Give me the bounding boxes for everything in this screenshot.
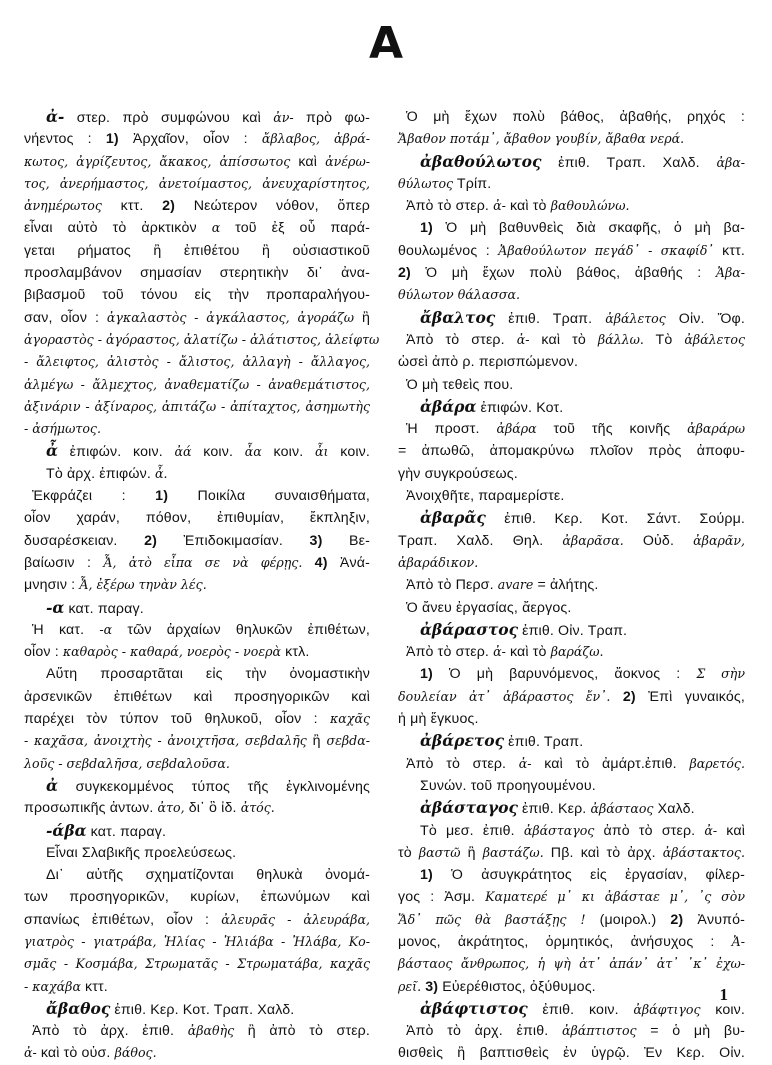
text-line	[24, 262, 370, 284]
text-line	[24, 886, 370, 908]
text-line	[398, 864, 745, 886]
text-line	[398, 886, 745, 908]
italic-run: α	[211, 220, 221, 236]
text-run: Πβ. καὶ τὸ ἀρχ.	[543, 844, 663, 861]
italic-run: κωτος, ἀγρίζευτος, ἄκακος, ἀπίσσωτος	[24, 153, 291, 169]
text-run: σπανίως ἐπιθέτων, οἷον :	[24, 911, 222, 928]
sense-number: 2)	[670, 911, 684, 928]
text-run: προσωπικῆς ἀντων.	[24, 800, 158, 817]
text-line	[398, 106, 745, 128]
headword: -άβα	[46, 820, 87, 840]
text-run: = ὁ μὴ βυ-	[636, 1023, 745, 1040]
text-line	[398, 909, 745, 931]
italic-run: ἀβάφτιγος	[633, 1001, 701, 1017]
text-run: Τὸ	[643, 331, 685, 348]
italic-run: ἀγοραστὸς - ἀγόραστος, ἀλατίζω - ἀλάτιστος, ἀλείφτω	[24, 331, 380, 347]
text-line	[398, 418, 745, 440]
text-line	[24, 864, 370, 886]
headword: ἄβαλτος	[420, 307, 496, 327]
text-line	[24, 440, 370, 462]
text-run: ἐπιφών. κοιν.	[57, 444, 175, 461]
italic-run: ἀ-	[518, 755, 532, 771]
text-run: Ποικίλα συναισθήματα,	[168, 488, 370, 505]
text-run: κτλ.	[281, 644, 310, 661]
italic-run: ρεῖ.	[398, 978, 422, 994]
text-line	[398, 151, 745, 173]
text-line	[398, 1042, 745, 1064]
italic-run: ἄβλαβος, ἀβρά-	[261, 131, 370, 147]
text-line	[398, 530, 745, 552]
text-line	[24, 284, 370, 306]
left-column	[24, 106, 380, 1065]
text-run: = ἀπωθῶ, ἀπομακρύνω πλοῖον πρὸς ἀποφυ-	[398, 443, 745, 460]
text-line	[398, 351, 745, 373]
text-line	[398, 307, 745, 329]
text-run: καὶ	[717, 822, 745, 839]
italic-run: ἆα	[244, 444, 262, 460]
text-run: στερ. πρὸ συμφώνου καὶ	[64, 110, 274, 126]
text-run: κοιν.	[328, 444, 370, 461]
sense-number: 1)	[420, 867, 433, 884]
text-run: καὶ τὸ	[505, 644, 551, 661]
text-run: δι᾽ ὃ ἰδ.	[184, 800, 241, 817]
italic-run: ἀβαρᾶν,	[693, 532, 746, 548]
italic-run: - ἄλειφτος, ἀλιστὸς - ἄλιστος, ἀλλαγὴ - ἄλλαγος,	[24, 354, 370, 370]
text-run: ἢ	[354, 309, 370, 326]
text-run: σαν, οἷον :	[24, 309, 107, 326]
text-run: κοιν.	[261, 444, 316, 461]
italic-run: Καματερέ μ᾽ κι ἀβάσταε μ᾽, ᾽ς σὸν	[485, 889, 745, 905]
text-run: ὡσεὶ ἀπὸ ρ. περισπώμενον.	[398, 354, 579, 371]
text-line	[398, 396, 745, 418]
text-run: καὶ τὸ ἀμάρτ.ἐπιθ.	[531, 755, 690, 772]
text-run: καὶ	[290, 153, 326, 170]
text-run: Ἐπιδοκιμασίαν.	[157, 532, 310, 549]
text-run: Ἀπὸ τὸ στερ.	[406, 331, 517, 348]
text-line	[24, 128, 370, 150]
text-run: Οἰν. Ὄφ.	[665, 310, 746, 327]
text-run: = ἀλήτης.	[533, 577, 599, 594]
text-run: Ἀνοιχθῆτε, παραμερίστε.	[406, 488, 565, 505]
italic-run: ἀβάρα	[496, 421, 537, 437]
text-line	[398, 597, 745, 619]
text-run: θισθεὶς ἢ βαπτισθεὶς ἐν ὑγρῷ. Ἐν Κερ. Οἰν.	[398, 1045, 745, 1062]
text-run: Βε-	[322, 532, 370, 549]
text-run: βαίωσιν :	[24, 554, 104, 571]
italic-run: avare	[497, 577, 534, 593]
text-run: κττ.	[713, 242, 746, 259]
text-run: κττ.	[101, 198, 163, 215]
text-run: γος : Ἀσμ.	[398, 889, 486, 906]
italic-run: ἀ-	[704, 822, 718, 838]
sense-number: 2)	[162, 198, 176, 215]
text-line	[24, 552, 370, 574]
text-line	[398, 552, 745, 574]
text-run: Νεώτερον νόθον, ὅπερ	[175, 198, 371, 215]
text-run: ἀπὸ τὸ στερ.	[594, 822, 705, 839]
text-run: Ἀπὸ τὸ στερ.	[406, 644, 494, 661]
text-line	[398, 128, 745, 150]
italic-run: ἀβάπτιστος	[561, 1023, 637, 1039]
text-run: ἐπιθ. Κερ.	[517, 801, 591, 818]
text-run: μονος, ἀκράτητος, ὁρμητικός, ἀνήσυχος :	[398, 933, 732, 950]
text-run: Εὐερέθιστος, ὀξύθυμος.	[438, 978, 596, 995]
text-line	[24, 217, 370, 239]
italic-run: ἀ-	[516, 331, 530, 347]
italic-run: ἀτός.	[240, 800, 275, 816]
text-run: Ὁ μὴ ἔχων πολὺ βάθος, ἀβαθής :	[410, 265, 716, 282]
text-line	[24, 708, 370, 730]
text-line	[24, 240, 370, 262]
headword: ἀβάρα	[420, 396, 477, 416]
text-run: Ὁ ἄνευ ἐργασίας, ἄεργος.	[406, 599, 572, 616]
right-column	[398, 106, 745, 1065]
text-run: ἐπιθ. Κερ. Κοτ. Τραπ. Χαλδ.	[110, 1001, 295, 1018]
text-run: των προσηγορικῶν, κυρίων, ἐπωνύμων καὶ	[24, 889, 370, 906]
italic-run: ἀξινάριν - ἀξίναρος, ἀπιτάζω - ἀπίταχτος, ἀσημωτὴς	[24, 398, 370, 414]
text-run: κατ. παραγ.	[64, 600, 144, 617]
text-line	[24, 418, 370, 440]
text-run: νήεντος :	[24, 131, 106, 148]
text-line	[398, 284, 745, 306]
text-line	[24, 374, 370, 396]
headword: ἀβάσταγος	[420, 798, 518, 818]
italic-run: βαρετός.	[689, 755, 745, 771]
text-run: ἢ	[460, 844, 483, 861]
text-run: Ἐπὶ γυναικός,	[635, 688, 745, 705]
text-line	[398, 641, 745, 663]
italic-run: τος, ἀνερήμαστος, ἀνετοίμαστος, ἀνευχαρίστητος,	[24, 175, 370, 191]
headword: ἀβάρετος	[420, 731, 505, 751]
text-line	[24, 151, 370, 173]
text-line	[24, 173, 370, 195]
text-line	[398, 195, 745, 217]
italic-run: βαθουλώνω.	[550, 198, 630, 214]
text-run: ἐπιθ. κοιν.	[527, 1001, 634, 1018]
italic-run: ἆ.	[155, 465, 168, 481]
text-line	[398, 262, 745, 284]
italic-run: ἀβαράδικον.	[398, 554, 479, 570]
italic-run: ἆι	[315, 444, 329, 460]
text-run: (μοιρολ.)	[585, 911, 671, 928]
italic-run: Ἀβαθούλωτον πεγάδ᾽ - σκαφίδ᾽	[498, 242, 714, 258]
text-run: καὶ τὸ	[529, 331, 598, 348]
text-line	[24, 507, 370, 529]
text-line	[24, 106, 370, 128]
text-run: Τρίπ.	[453, 175, 492, 192]
text-line	[398, 374, 745, 396]
text-line	[24, 775, 370, 797]
text-run: Τὸ ἀρχ. ἐπιφών.	[46, 465, 156, 482]
text-line	[398, 998, 745, 1020]
headword: ἀβάφτιστος	[420, 998, 528, 1018]
text-run: Ἀπὸ τὸ στερ.	[406, 755, 519, 772]
text-run: εἶναι αὐτὸ τὸ ἀρκτικὸν	[24, 220, 212, 237]
italic-run: - ἀσήμωτος.	[24, 421, 101, 437]
text-run: τῶν ἀρχαίων θηλυκῶν ἐπιθέτων,	[112, 621, 371, 638]
text-run: ἐπιθ. Κερ. Κοτ. Σάντ. Σούρμ.	[485, 511, 745, 528]
text-run: Τὸ μεσ. ἐπιθ.	[420, 822, 524, 839]
text-run: ἢ ἀπὸ τὸ στερ.	[234, 1023, 370, 1040]
text-line	[398, 842, 745, 864]
headword: ἀβαρᾶς	[420, 508, 486, 528]
text-run: Ἀπὸ τὸ Περσ.	[406, 577, 498, 594]
headword: ἀβαθούλωτος	[420, 151, 542, 171]
sense-number: 4)	[314, 554, 328, 571]
italic-run: - καχάβα	[24, 978, 81, 994]
text-line	[24, 753, 370, 775]
text-run: καὶ τὸ	[505, 198, 551, 215]
text-run: ἐπιφών. Κοτ.	[476, 399, 564, 416]
text-line	[398, 976, 745, 998]
text-run: τοῦ τῆς κοινῆς	[536, 421, 688, 438]
text-run: Οὐδ.	[623, 532, 694, 549]
text-line	[398, 485, 745, 507]
sense-number: 1)	[420, 220, 433, 237]
text-run: Ὁ μὴ βαθυνθεὶς διὰ σκαφῆς, ὁ μὴ βα-	[432, 220, 745, 237]
text-run: Ἀπὸ τὸ ἀρχ. ἐπιθ.	[406, 1023, 562, 1040]
sense-number: 2)	[398, 265, 411, 282]
text-run: Συνών. τοῦ προηγουμένου.	[420, 777, 596, 794]
text-run: Δι᾽ αὐτῆς σχηματίζονται θηλυκὰ ὀνομά-	[46, 867, 370, 884]
text-run: θουλωμένος :	[398, 242, 499, 259]
text-line	[398, 329, 745, 351]
text-line	[24, 686, 370, 708]
text-line	[24, 663, 370, 685]
text-line	[398, 708, 745, 730]
text-run: ἐπιθ. Οἰν. Τραπ.	[518, 622, 628, 639]
text-line	[398, 686, 745, 708]
text-run: γεται ρήματος ἢ ἐπιθέτου ἢ οὐσιαστικοῦ	[24, 242, 370, 259]
text-run: βιβασμοῦ τοῦ τόνου εἰς τὴν προπαραλήγου-	[24, 287, 370, 304]
page-number: 1	[719, 985, 728, 1004]
italic-run: θύλωτος	[398, 175, 454, 191]
text-line	[24, 329, 380, 351]
sense-number: 2)	[144, 532, 157, 549]
text-line	[398, 931, 745, 953]
text-run: Ἐκφράζει :	[32, 488, 156, 505]
text-line	[24, 485, 370, 507]
text-line	[398, 953, 745, 975]
text-line	[398, 440, 745, 462]
text-line	[398, 663, 745, 685]
italic-run: ἀ-	[493, 198, 506, 214]
text-line	[398, 173, 745, 195]
text-line	[398, 730, 745, 752]
italic-run: βαστῶ	[418, 844, 461, 860]
italic-run: Ἄβαθον ποτάμ᾽, ἄβαθον γουβίν, ἄβαθα νερά.	[398, 131, 685, 147]
text-run: Τραπ. Χαλδ. Θηλ.	[398, 532, 563, 549]
sense-number: 1)	[105, 131, 119, 148]
text-run: Ὁ μὴ ἔχων πολὺ βάθος, ἀβαθής, ρηχός :	[406, 109, 745, 125]
text-line	[24, 998, 370, 1020]
italic-run: ἀνημέρωτος	[24, 198, 102, 214]
headword: ἀβάραστος	[420, 619, 519, 639]
text-run: Ὁ ἀσυγκράτητος εἰς ἐργασίαν, φίλερ-	[432, 867, 745, 884]
sense-number: 1)	[155, 488, 169, 505]
text-line	[398, 820, 745, 842]
text-line	[24, 730, 370, 752]
text-run: συγκεκομμένος τύπος τῆς ἐγκλινομένης	[57, 778, 370, 795]
italic-run: βαράζω.	[550, 644, 604, 660]
italic-run: ἀνέρω-	[325, 153, 370, 169]
text-run: Ὁ μὴ τεθεὶς που.	[406, 376, 514, 393]
italic-run: ἀβαράρω	[687, 421, 745, 437]
text-run: κατ. παραγ.	[86, 823, 167, 840]
text-run: κοιν.	[700, 1001, 746, 1018]
text-run: ἡ μὴ ἔγκυος.	[398, 711, 479, 728]
headword: ἆ	[46, 441, 58, 461]
text-run: Ὁ μὴ βαρυνόμενος, ἄοκνος :	[432, 666, 697, 683]
italic-run: Ἆ, ἐξέρω τηνὰν λές.	[79, 577, 207, 593]
sense-number: 1)	[420, 666, 433, 683]
text-line	[24, 597, 370, 619]
text-line	[24, 396, 370, 418]
text-line	[24, 195, 370, 217]
text-line	[24, 820, 370, 842]
text-line	[398, 240, 745, 262]
italic-run: ἀβάσταος	[590, 801, 654, 817]
text-run: ἐπιθ. Τραπ. Χαλδ.	[541, 154, 717, 171]
text-run: Εἶναι Σλαβικῆς προελεύσεως.	[46, 844, 237, 861]
text-line	[24, 351, 370, 373]
italic-run: ἀβάλετος	[684, 331, 745, 347]
italic-run: λοῦς - σεβdαλῆσα, σεβdαλοῦσα.	[24, 755, 230, 771]
text-run: παρέχει τὸν τύπον τοῦ θηλυκοῦ, οἷον :	[24, 711, 331, 728]
italic-run: Ἅδ᾽ πῶς θὰ βαστάξῃς !	[398, 911, 586, 927]
text-line	[398, 753, 745, 775]
text-run: ἢ	[306, 733, 327, 750]
text-line	[398, 619, 745, 641]
text-run: Ἀνά-	[327, 554, 371, 571]
sense-number: 3)	[425, 978, 439, 995]
text-run: οἷον :	[24, 644, 63, 661]
text-line	[24, 1042, 370, 1064]
italic-run: Σ σὴν	[696, 666, 745, 682]
text-run	[302, 555, 314, 571]
italic-run: σμᾶς - Κοσμάβα, Στρωματᾶς - Στρωματάβα, καχᾶς	[24, 956, 370, 972]
text-run: πρὸ φω-	[293, 110, 370, 126]
sense-number: 2)	[622, 688, 636, 705]
text-run: Ἡ κατ.	[32, 621, 100, 638]
text-line	[398, 507, 745, 529]
italic-run: βάθος.	[114, 1045, 157, 1061]
italic-run: βάλλω.	[597, 331, 644, 347]
italic-run: ἀν-	[273, 110, 294, 125]
text-run: οἷον χαράν, πόθον, ἐπιθυμίαν, ἔκπληξιν,	[24, 510, 370, 527]
italic-run: ἀλευρᾶς - ἀλευράβα,	[221, 911, 370, 927]
text-run: κοιν.	[191, 444, 245, 461]
text-line	[24, 909, 370, 931]
italic-run: ἀβαρᾶσα.	[562, 532, 624, 548]
text-run: δυσαρέσκειαν.	[24, 532, 145, 549]
italic-run: καθαρὸς - καθαρά, νοερὸς - νοερὰ	[62, 644, 282, 660]
text-line	[24, 976, 370, 998]
text-line	[398, 574, 745, 596]
text-run: Ἀπὸ τὸ ἀρχ. ἐπιθ.	[32, 1023, 188, 1040]
text-run: Χαλδ.	[653, 801, 695, 818]
italic-run: βάσταος ἄνθρωπος, ἡ ψὴ ἀτ᾽ ἀπάν᾽ ἀτ᾽ ᾽κ᾽ ἐχω-	[398, 956, 745, 972]
text-line	[398, 797, 745, 819]
italic-run: γιατρὸς - γιατράβα, Ἠλίας - Ἠλιάβα - Ἠλάβα, Κο-	[24, 933, 370, 949]
text-run: Ἀπὸ τὸ στερ.	[406, 198, 494, 215]
italic-run: ἀγκαλαστὸς - ἀγκάλαστος, ἀγοράζω	[106, 309, 355, 325]
text-run: ἐπιθ. Τραπ.	[495, 310, 606, 327]
italic-run: Ἀβα-	[715, 265, 745, 281]
text-line	[24, 530, 370, 552]
italic-run: ἀβάσταγος	[523, 822, 595, 838]
text-line	[24, 463, 370, 485]
text-run: προσλαμβάνον σημασίαν στερητικὴν δι᾽ ἀνα-	[24, 265, 370, 282]
italic-run: ἀβάστακτος.	[662, 844, 745, 860]
italic-run: -α	[99, 621, 113, 637]
italic-run: ἀβα-	[716, 154, 745, 170]
italic-run: ἀβαθὴς	[187, 1023, 235, 1039]
italic-run: - καχᾶσα, ἀνοιχτὴς - ἀνοιχτῆσα, σεβdαλῆς	[24, 733, 307, 749]
italic-run: ἀά	[174, 444, 192, 460]
italic-run: βαστάζω.	[482, 844, 544, 860]
italic-run: θύλωτον θάλασσα.	[398, 287, 520, 303]
headword: -α	[46, 597, 65, 617]
text-run: κττ.	[80, 978, 108, 995]
text-run: τὸ	[398, 844, 419, 861]
headword: ἀ-	[46, 107, 65, 126]
sense-number: 3)	[309, 532, 323, 549]
text-line	[24, 842, 370, 864]
page-letter-heading: Α	[368, 18, 404, 69]
italic-run: ἀλμέγω - ἄλμεχτος, ἀναθεματίζω - ἀναθεμάτιστος,	[24, 376, 370, 392]
text-run: μνησιν :	[24, 577, 80, 594]
text-line	[24, 619, 370, 641]
italic-run: σεβdα-	[326, 733, 370, 749]
text-run: ἐπιθ. Τραπ.	[504, 734, 584, 751]
italic-run: Ἆ, ἀτὸ εἶπα σε νὰ φέρῃς.	[103, 554, 303, 570]
headword: ἄβαθος	[46, 998, 111, 1018]
text-run	[610, 689, 622, 705]
text-line	[24, 307, 370, 329]
italic-run: δουλείαν ἀτ᾽ ἀβάραστος ἔν᾽.	[398, 688, 611, 704]
text-line	[24, 797, 370, 819]
text-run: ἀρσενικῶν ἐπιθέτων καὶ προσηγορικῶν καὶ	[24, 688, 370, 705]
italic-run: Ἀ-	[731, 933, 745, 949]
text-line	[398, 463, 745, 485]
headword: ἀ	[46, 775, 58, 795]
text-run: τοῦ ἐξ οὗ παρά-	[220, 220, 370, 237]
text-line	[24, 574, 370, 596]
italic-run: ἀβάλετος	[605, 310, 666, 326]
text-run: Ἀρχαῖον, οἷον :	[118, 131, 262, 148]
text-line	[24, 931, 370, 953]
italic-run: ἀ-	[493, 644, 506, 660]
text-line	[398, 775, 745, 797]
text-line	[24, 641, 370, 663]
italic-run: καχᾶς	[330, 711, 370, 727]
text-run: Ἡ προστ.	[406, 421, 497, 438]
text-line	[398, 217, 745, 239]
italic-run: ἀ-	[24, 1045, 37, 1061]
text-line	[24, 953, 370, 975]
text-run: καὶ τὸ οὐσ.	[36, 1045, 115, 1062]
text-run: Ἀνυπό-	[683, 911, 745, 928]
text-run: γὴν συγκρούσεως.	[398, 465, 518, 482]
text-run: Αὕτη προσαρτᾶται εἰς τὴν ὀνομαστικὴν	[46, 666, 370, 683]
italic-run: ἀτο,	[157, 800, 185, 816]
